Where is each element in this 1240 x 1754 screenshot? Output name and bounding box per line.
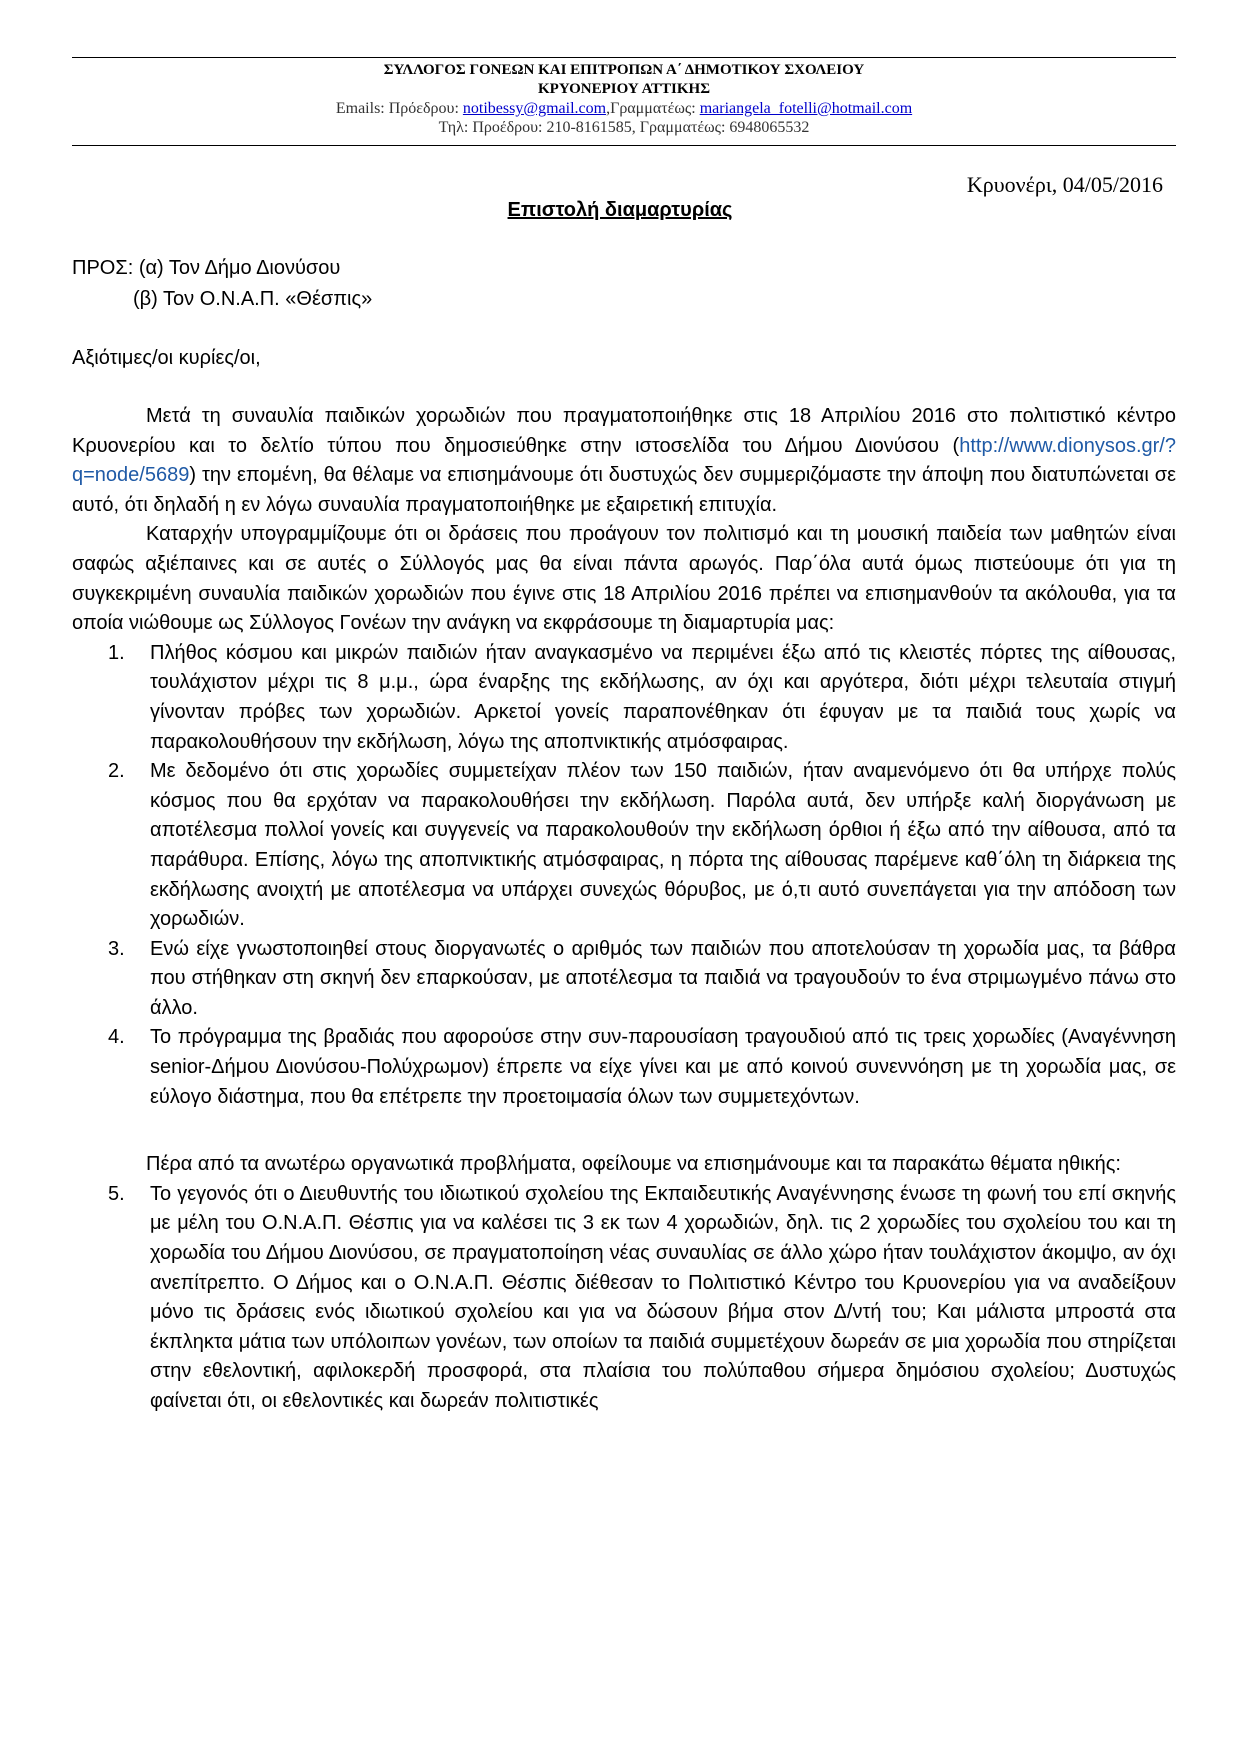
letterhead — [72, 61, 1176, 137]
letter-title: Επιστολή διαμαρτυρίας — [507, 199, 733, 221]
emails-line — [72, 99, 1176, 118]
list-item-number: 2. — [108, 760, 125, 783]
list-item — [72, 935, 1176, 1024]
paragraph-context: Καταρχήν υπογραμμίζουμε ότι οι δράσεις που προάγουν τον πολιτισμό και τη μουσική παιδεία των μαθητών είναι σαφώς αξιέπαινες και σε αυτές ο Σύλλογός μας θα είναι πάντα αρωγός. Παρ΄όλα αυτά όμως πιστεύουμε ότι για τη συγκεκριμένη συναυλία παιδικών χορωδιών που έγινε στις 18 Απριλίου 2016 πρέπει να επισημανθούν τα ακόλουθα, για τα οποία νιώθουμε ως Σύλλογος Γονέων την ανάγκη να εκφράσουμε τη διαμαρτυρία μας: — [72, 523, 1176, 635]
letter-date: Κρυονέρι, 04/05/2016 — [966, 172, 1163, 197]
list-item — [72, 639, 1176, 757]
list-item-number: 4. — [108, 1026, 125, 1049]
org-name-line2: ΚΡΥΟΝΕΡΙΟΥ ΑΤΤΙΚΗΣ — [537, 81, 711, 97]
header-top-rule — [72, 57, 1176, 58]
list-item-text: Ενώ είχε γνωστοποιηθεί στους διοργανωτές ο αριθμός των παιδιών που αποτελούσαν τη χορωδία μας, τα βάθρα που στήθηκαν στη σκηνή δεν επαρκούσαν, με αποτέλεσμα τα παιδιά να τραγουδούν το ένα στριμωγμένο πάνω στο άλλο. — [150, 937, 1176, 1019]
list-item-text: Το γεγονός ότι ο Διευθυντής του ιδιωτικού σχολείου της Εκπαιδευτικής Αναγέννησης ένωσε τη φωνή του επί σκηνής με μέλη του Ο.Ν.Α.Π. Θέσπις για να καλέσει τις 3 εκ των 4 χορωδιών, δηλ. τις 2 χορωδίες του σχολείου του και τη χορωδία του Δήμου Διονύσου, σε πραγματοποίηση νέας συναυλίας σε άλλο χώρο ήταν τουλάχιστον άκομψο, αν όχι ανεπίτρεπτο. Ο Δήμος και ο Ο.Ν.Α.Π. Θέσπις διέθεσαν το Πολιτιστικό Κέντρο του Κρυονερίου για να αναδείξουν μόνο τις δράσεις ενός ιδιωτικού σχολείου και για να δώσουν βήμα στον Δ/ντή του; Και μάλιστα μπροστά στα έκπληκτα μάτια των υπόλοιπων γονέων, των οποίων τα παιδιά συμμετέχουν δωρεάν σε μια χορωδία που στηρίζεται στην εθελοντική, αφιλοκερδή προσφορά, στα πλαίσια του πολύπαθου σήμερα δημόσιου σχολείου; Δυστυχώς φαίνεται ότι, οι εθελοντικές και δωρεάν πολιτιστικές — [150, 1182, 1176, 1412]
press-release-url-link[interactable]: http://www.dionysos.gr/?q=node/5689 — [72, 434, 1176, 487]
paragraph-intro-before: Μετά τη συναυλία παιδικών χορωδιών που πραγματοποιήθηκε στις 18 Απριλίου 2016 στο πολιτιστικό κέντρο Κρυονερίου και το δελτίο τύπου που δημοσιεύθηκε στην ιστοσελίδα του Δήμου Διονύσου ( — [72, 405, 1176, 457]
list-item — [72, 1023, 1176, 1112]
recipient-line-2: (β) Τον Ο.Ν.Α.Π. «Θέσπις» — [133, 288, 373, 310]
list-item-text: Πλήθος κόσμου και μικρών παιδιών ήταν αναγκασμένο να περιμένει έξω από τις κλειστές πόρτες της αίθουσας, τουλάχιστον μέχρι τις 8 μ.μ., ώρα έναρξης της εκδήλωσης, αν όχι και αργότερα, διότι μέχρι τελευταία στιγμή γίνονταν πρόβες των χορωδιών. Αρκετοί γονείς παραπονέθηκαν ότι έφυγαν με τα παιδιά τους χωρίς να παρακολουθήσουν την εκδήλωση, λόγω της αποπνικτικής ατμόσφαιρας. — [150, 641, 1176, 753]
recipient-line-1: ΠΡΟΣ: (α) Τον Δήμο Διονύσου — [72, 257, 341, 279]
list-item — [72, 757, 1176, 935]
list-item — [72, 1180, 1176, 1417]
letter-body — [72, 253, 1176, 1417]
emails-label: Emails: Πρόεδρου: — [335, 100, 463, 117]
header-bottom-rule — [72, 145, 1176, 146]
organizational-issues-list — [72, 639, 1176, 1113]
president-email-link[interactable]: notibessy@gmail.com — [462, 100, 607, 117]
list-item-text: Το πρόγραμμα της βραδιάς που αφορούσε στην συν-παρουσίαση τραγουδιού από τις τρεις χορωδίες (Αναγέννηση senior-Δήμου Διονύσου-Πολύχρωμον) έπρεπε να είχε γίνει και με από κοινού συνεννόηση με τη χορωδία μας, σε εύλογο διάστημα, που θα επέτρεπε την προετοιμασία όλων των συμμετεχόντων. — [150, 1026, 1176, 1108]
paragraph-ethics-intro: Πέρα από τα ανωτέρω οργανωτικά προβλήματα, οφείλουμε να επισημάνουμε και τα παρακάτω θέματα ηθικής: — [146, 1153, 1121, 1176]
salutation: Αξιότιμες/οι κυρίες/οι, — [72, 347, 261, 369]
secretary-label: ,Γραμματέως: — [606, 100, 700, 117]
list-item-text: Με δεδομένο ότι στις χορωδίες συμμετείχαν πλέον των 150 παιδιών, ήταν αναμενόμενο ότι θα υπήρχε πολύς κόσμος που θα ερχόταν να παρακολουθήσει την εκδήλωση. Παρόλα αυτά, δεν υπήρξε καλή διοργάνωση με αποτέλεσμα πολλοί γονείς και συγγενείς να παρακολουθούν την εκδήλωση όρθιοι ή έξω από την αίθουσα, από τα παράθυρα. Επίσης, λόγω της αποπνικτικής ατμόσφαιρας, η πόρτα της αίθουσας παρέμενε καθ΄όλη τη διάρκεια της εκδήλωσης ανοιχτή με αποτέλεσμα να υπάρχει συνεχώς θόρυβος, με ό,τι αυτό συνεπάγεται για την απόδοση των χορωδιών. — [150, 760, 1176, 931]
org-name-line1: ΣΥΛΛΟΓΟΣ ΓΟΝΕΩΝ ΚΑΙ ΕΠΙΤΡΟΠΩΝ Α΄ ΔΗΜΟΤΙΚΟΥ ΣΧΟΛΕΙΟΥ — [383, 62, 865, 78]
paragraph-intro-after: ) την επομένη, θα θέλαμε να επισημάνουμε ότι δυστυχώς δεν συμμεριζόμαστε την άποψη που διατυπώνεται σε αυτό, ότι δηλαδή η εν λόγω συναυλία πραγματοποιήθηκε με εξαιρετική επιτυχία. — [72, 464, 1176, 516]
list-item-number: 5. — [108, 1182, 125, 1205]
phones-line: Τηλ: Προέδρου: 210-8161585, Γραμματέως: 6948065532 — [438, 119, 810, 136]
list-item-number: 1. — [108, 641, 125, 664]
secretary-email-link[interactable]: mariangela_fotelli@hotmail.com — [699, 100, 913, 117]
paragraph-intro — [72, 402, 1176, 520]
list-item-number: 3. — [108, 937, 125, 960]
ethics-issues-list — [72, 1180, 1176, 1417]
